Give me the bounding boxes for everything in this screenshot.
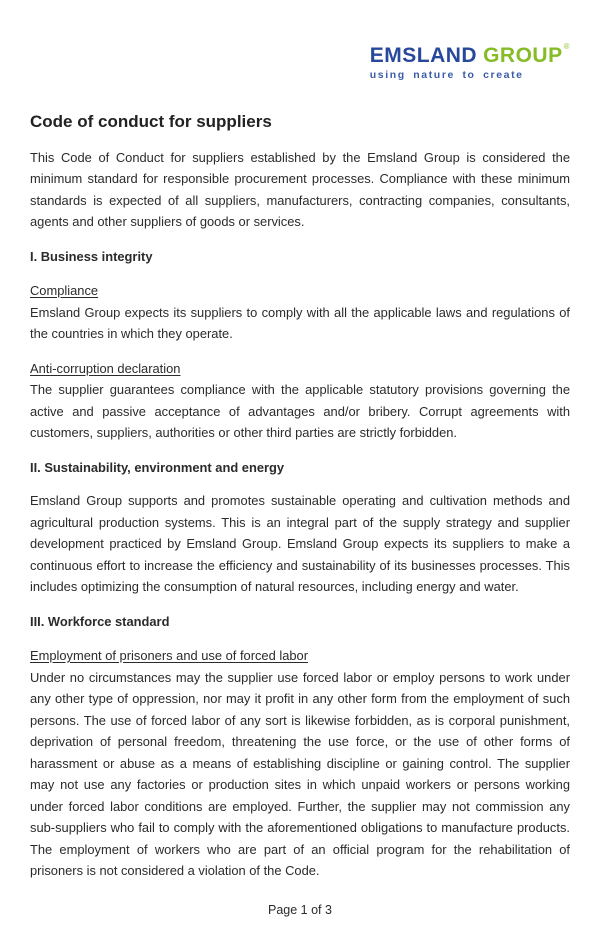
page-number: Page 1 of 3 bbox=[268, 903, 332, 917]
page-title: Code of conduct for suppliers bbox=[30, 111, 272, 131]
logo-lockup bbox=[369, 42, 570, 81]
registered-trademark-icon: ® bbox=[563, 42, 570, 51]
paragraph-sustainability: Emsland Group supports and promotes sustainable operating and cultivation methods and agricultural production systems. This is an integral part of the supply strategy and supplier development practiced by Emsland Group. Emsland Group expects its suppliers to make a continuous effort to increase the efficiency and sustainability of its businesses processes. This includes optimizing the consumption of natural resources, including energy and water. bbox=[30, 493, 570, 594]
paragraph-compliance: Emsland Group expects its suppliers to comply with all the applicable laws and regulations of the countries in which they operate. bbox=[30, 304, 570, 341]
logo-brand-primary: EMSLAND bbox=[369, 44, 478, 67]
subheading-compliance: Compliance bbox=[30, 283, 99, 298]
logo-tagline: using nature to create bbox=[369, 69, 524, 81]
intro-paragraph: This Code of Conduct for suppliers established by the Emsland Group is considered the minimum standard for responsible procurement processes. Compliance with these minimum standards is expected of all suppliers, manufacturers, contracting companies, consultants, agents and other suppliers of goods or services. bbox=[30, 149, 570, 229]
paragraph-forced-labor: Under no circumstances may the supplier use forced labor or employ persons to work under any other type of oppression, nor may it profit in any other form from the employment of such persons. The use of forced labor of any sort is likewise forbidden, as is corporal punishment, deprivation of personal freedom, threatening the use force, or the use of other forms of harassment or abuse as a means of establishing discipline or gaining control. The supplier may not use any factories or production sites in which unpaid workers or persons working under forced labor conditions are employed. Further, the supplier may not commission any sub-suppliers who fail to comply with the aforementioned obligations to manufacture products. The employment of workers who are part of an official program for the rehabilitation of prisoners is not considered a violation of the Code. bbox=[30, 669, 570, 878]
logo-wordmark bbox=[369, 42, 570, 67]
section-heading-sustainability: II. Sustainability, environment and energy bbox=[30, 459, 285, 475]
logo-brand-secondary: GROUP bbox=[483, 44, 563, 67]
section-heading-workforce: III. Workforce standard bbox=[30, 613, 170, 629]
paragraph-anti-corruption: The supplier guarantees compliance with the applicable statutory provisions governing the active and passive acceptance of advantages and/or bribery. Corrupt agreements with customers, suppliers, authorities or other third parties are strictly forbidden. bbox=[30, 382, 570, 440]
subheading-forced-labor: Employment of prisoners and use of forced labor bbox=[30, 648, 309, 663]
subheading-anti-corruption: Anti-corruption declaration bbox=[30, 360, 181, 376]
company-logo bbox=[30, 42, 570, 81]
section-heading-business-integrity: I. Business integrity bbox=[30, 248, 153, 264]
